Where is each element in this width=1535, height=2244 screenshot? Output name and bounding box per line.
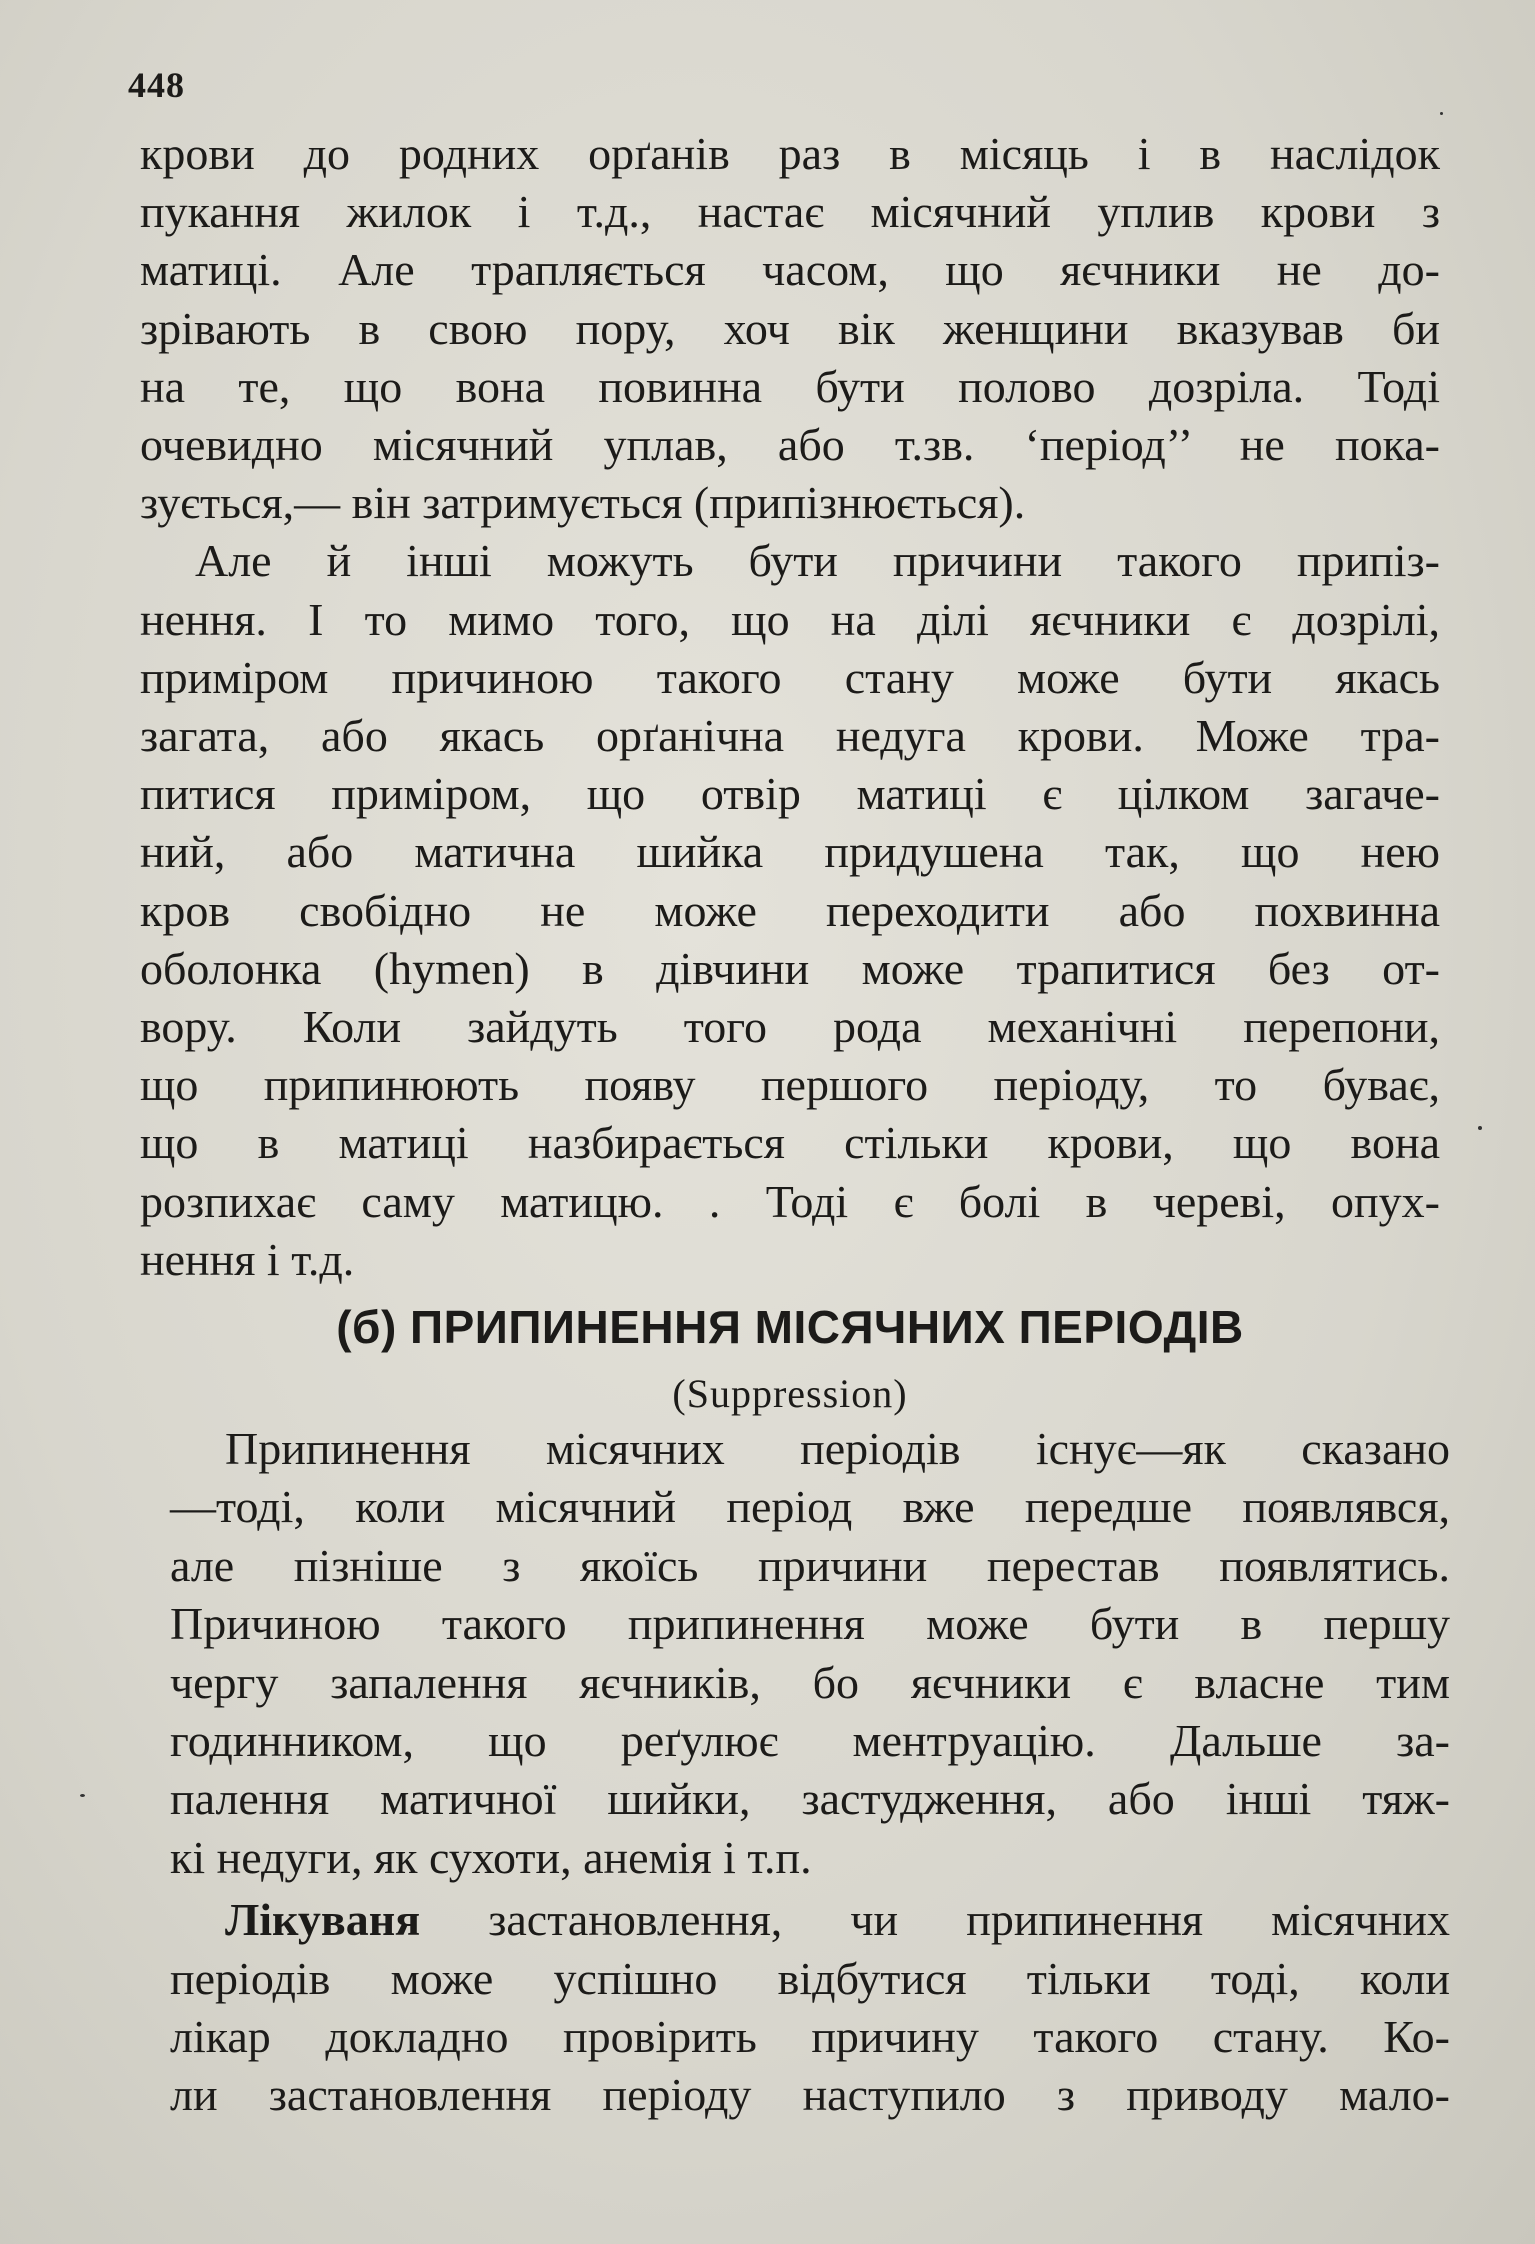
text-line: кі недуги, як сухоти, анемія і т.п. — [170, 1831, 812, 1883]
text-line: загата, або якась орґанічна недуга крови. Може тра- — [140, 710, 1440, 762]
treatment-lead-word: Лікуваня — [225, 1894, 421, 1946]
paragraph-continuation — [140, 125, 1440, 532]
text-line: зується,— він затримується (припізнюється). — [140, 477, 1026, 529]
text-line: нення. І то мимо того, що на ділі яєчники є дозрілі, — [140, 593, 1440, 645]
main-text-column — [140, 125, 1440, 1289]
text-line: —тоді, коли місячний період вже передше появлявся, — [170, 1481, 1450, 1533]
section-text-column — [170, 1420, 1450, 2125]
text-line: що в матиці назбирається стільки крови, що вона — [140, 1117, 1440, 1169]
text-line: Припинення місячних періодів існує—як сказано — [225, 1423, 1450, 1474]
text-line: Причиною такого припинення може бути в першу — [170, 1598, 1450, 1650]
section-heading: (б) ПРИПИНЕННЯ МІСЯЧНИХ ПЕРІОДІВ — [336, 1301, 1244, 1353]
text-line: приміром причиною такого стану може бути якась — [140, 651, 1440, 703]
text-line: нення і т.д. — [140, 1233, 355, 1285]
text-line: матиці. Але трапляється часом, що яєчники не до- — [140, 244, 1440, 296]
paragraph-suppression — [170, 1420, 1450, 1887]
page-number: 448 — [128, 65, 185, 105]
text-line: очевидно місячний уплав, або т.зв. ‘період’’ не пока- — [140, 419, 1440, 471]
text-line: пукання жилок і т.д., настає місячний уплив крови з — [140, 186, 1440, 238]
print-speck — [1478, 1126, 1482, 1130]
text-line: Але й інші можуть бути причини такого припіз- — [195, 535, 1440, 587]
text-line: але пізніше з якоїсь причини перестав появлятись. — [170, 1539, 1450, 1591]
text-fragment: застановлення, чи припинення місячних — [420, 1894, 1450, 1946]
text-line: оболонка (hymen) в дівчини може трапитися без от- — [140, 942, 1440, 994]
text-line: лікар докладно провірить причину такого стану. Ко- — [170, 2011, 1450, 2063]
paragraph-treatment — [170, 1891, 1450, 2125]
text-line: на те, що вона повинна бути полово дозріла. Тоді — [140, 360, 1440, 412]
text-line: вору. Коли зайдуть того рода механічні перепони, — [140, 1001, 1440, 1053]
section-subheading: (Suppression) — [672, 1371, 908, 1416]
text-line: періодів може успішно відбутися тільки тоді, коли — [170, 1952, 1450, 2004]
print-speck — [80, 1794, 85, 1797]
text-line: палення матичної шийки, застудження, або інші тяж- — [170, 1773, 1450, 1825]
text-line-lead — [170, 1891, 1450, 1949]
paragraph-other-causes — [140, 532, 1440, 1289]
text-line: чергу запалення яєчників, бо яєчники є власне тим — [170, 1656, 1450, 1708]
text-line: зрівають в свою пору, хоч вік женщини вказував би — [140, 302, 1440, 354]
text-line: крови до родних орґанів раз в місяць і в наслідок — [140, 128, 1440, 179]
text-line: розпихає саму матицю. . Тоді є болі в череві, опух- — [140, 1175, 1440, 1227]
text-line: ли застановлення періоду наступило з приводу мало- — [170, 2069, 1450, 2121]
text-line: питися приміром, що отвір матиці є цілком загаче- — [140, 768, 1440, 820]
text-line: кров свобідно не може переходити або похвинна — [140, 884, 1440, 936]
text-line: годинником, що реґулює ментруацію. Дальше за- — [170, 1715, 1450, 1767]
text-line: ний, або матична шийка придушена так, що нею — [140, 826, 1440, 878]
text-line: що припинюють появу першого періоду, то буває, — [140, 1059, 1440, 1111]
print-speck — [1440, 112, 1443, 115]
